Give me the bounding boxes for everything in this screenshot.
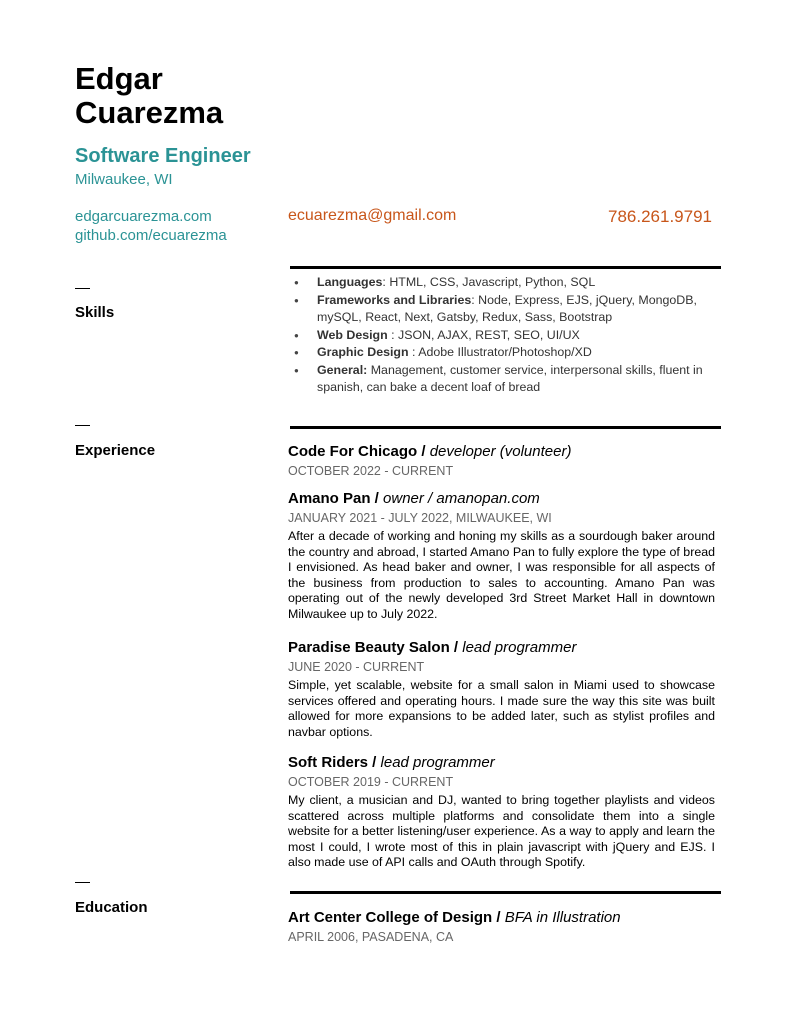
website-link[interactable]: edgarcuarezma.com — [75, 208, 212, 225]
skill-item: ● Web Design : JSON, AJAX, REST, SEO, UI/UX — [292, 327, 717, 345]
experience-entry — [288, 753, 715, 871]
first-name: Edgar — [75, 61, 163, 96]
section-rule-experience — [290, 426, 721, 429]
entry-role: lead programmer — [462, 639, 577, 656]
entry-description: After a decade of working and honing my skills as a sourdough baker around the country and abroad, I started Amano Pan to fully explore the type of bread I envisioned. As head baker and owner, I was responsible for all aspects of the business from production to sales to accounting. Amano Pan was operating out of the newly developed 3rd Street Market Hall in downtown Milwaukee up to July 2022. — [288, 529, 715, 621]
skill-item: ● Graphic Design : Adobe Illustrator/Photoshop/XD — [292, 344, 717, 362]
section-rule-education — [290, 891, 721, 894]
section-dash-education — [75, 882, 90, 883]
entry-heading: Code For Chicago / developer (volunteer) — [288, 443, 572, 460]
section-title-education: Education — [75, 899, 148, 916]
education-entry — [288, 908, 715, 946]
entry-role: developer (volunteer) — [429, 443, 572, 460]
entry-heading: Soft Riders / lead programmer — [288, 754, 495, 771]
last-name: Cuarezma — [75, 95, 224, 130]
skill-item: ● Frameworks and Libraries: Node, Express, EJS, jQuery, MongoDB, mySQL, React, Next, Gatsby, Redux, Sass, Bootstrap — [292, 292, 717, 327]
email-link[interactable]: ecuarezma@gmail.com — [288, 207, 457, 224]
candidate-name — [75, 62, 223, 130]
experience-entry — [288, 442, 715, 480]
entry-org: Amano Pan — [288, 490, 371, 507]
entry-date: JUNE 2020 - CURRENT — [288, 660, 425, 674]
location: Milwaukee, WI — [75, 171, 173, 188]
entry-description: Simple, yet scalable, website for a small salon in Miami used to showcase services offered and operating hours. I made sure the way this site was built allowed for more expansions to be added later, such as stylist profiles and navbar options. — [288, 678, 715, 739]
entry-org: Soft Riders — [288, 754, 369, 771]
section-dash-experience — [75, 425, 90, 426]
entry-date: JANUARY 2021 - JULY 2022, MILWAUKEE, WI — [288, 511, 552, 525]
section-dash-skills — [75, 288, 90, 289]
entry-org: Code For Chicago — [288, 443, 418, 460]
entry-date: APRIL 2006, PASADENA, CA — [288, 930, 454, 944]
job-title: Software Engineer — [75, 145, 251, 167]
entry-org: Paradise Beauty Salon — [288, 639, 450, 656]
experience-entry — [288, 489, 715, 623]
section-title-experience: Experience — [75, 442, 156, 459]
entry-org: Art Center College of Design — [288, 909, 493, 926]
section-title-skills: Skills — [75, 304, 115, 321]
phone-number[interactable]: 786.261.9791 — [608, 207, 712, 226]
entry-description: My client, a musician and DJ, wanted to bring together playlists and videos scattered across multiple platforms and consolidate them into a single website for a better listening/user experience. As a way to apply and learn the most I could, I wrote most of this in plain javascript with jQuery and EJS. I also made use of API calls and OAuth through Spotify. — [288, 793, 715, 870]
github-link[interactable]: github.com/ecuarezma — [75, 227, 227, 244]
experience-entry — [288, 638, 715, 740]
section-rule-skills — [290, 266, 721, 269]
skill-item: ● General: Management, customer service, interpersonal skills, fluent in spanish, can bake a decent loaf of bread — [292, 362, 717, 397]
skill-item: ● Languages: HTML, CSS, Javascript, Python, SQL — [292, 274, 717, 292]
skills-list — [292, 274, 717, 397]
entry-role: owner / amanopan.com — [383, 490, 540, 507]
entry-role: BFA in Illustration — [504, 909, 621, 926]
entry-role: lead programmer — [380, 754, 495, 771]
entry-heading: Art Center College of Design / BFA in Illustration — [288, 909, 621, 926]
entry-heading: Paradise Beauty Salon / lead programmer — [288, 639, 577, 656]
entry-heading: Amano Pan / owner / amanopan.com — [288, 490, 540, 507]
entry-date: OCTOBER 2022 - CURRENT — [288, 464, 454, 478]
entry-date: OCTOBER 2019 - CURRENT — [288, 775, 454, 789]
